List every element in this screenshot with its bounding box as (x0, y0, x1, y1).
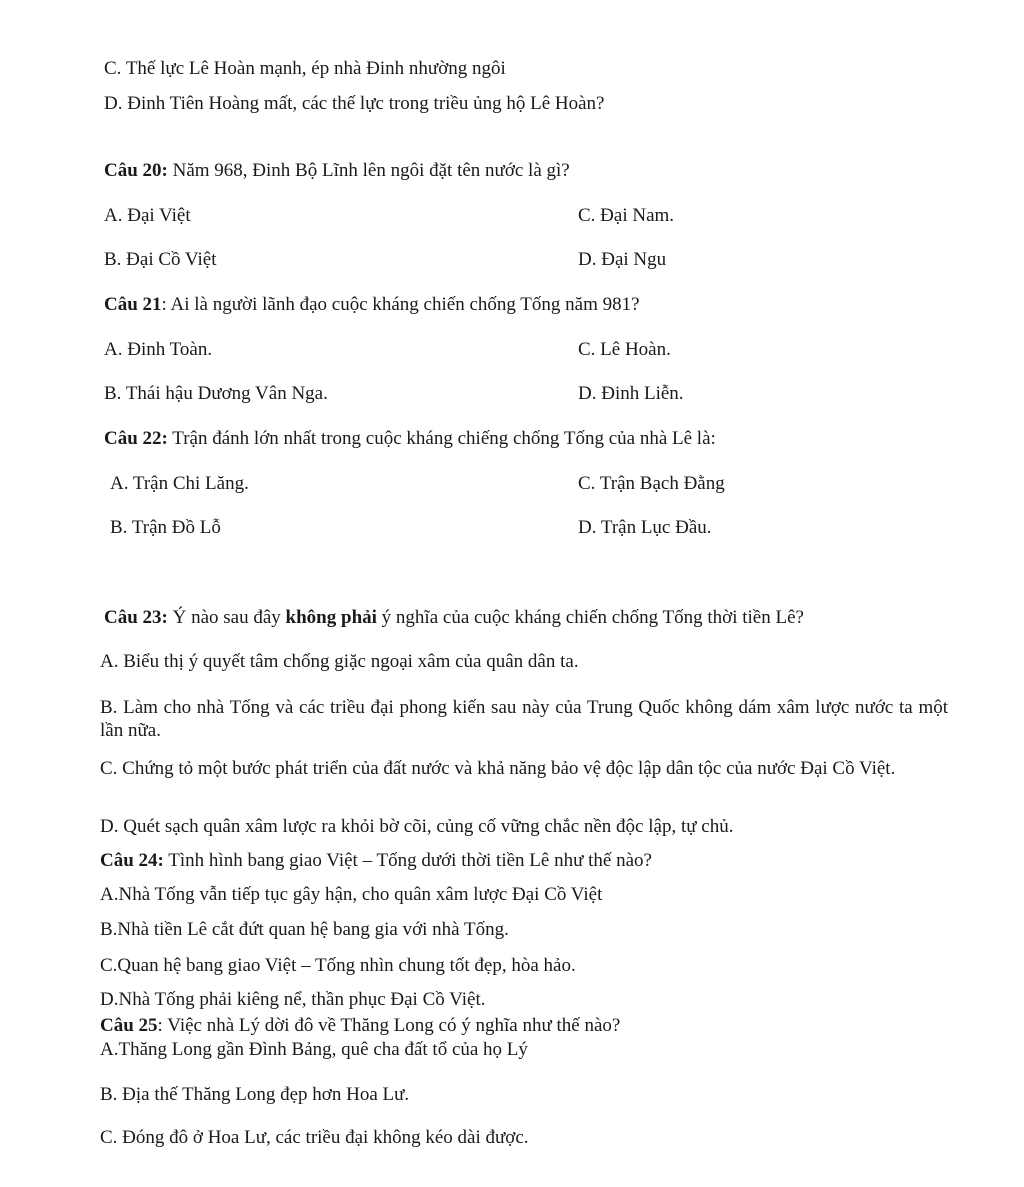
q24-option-a: A.Nhà Tống vẫn tiếp tục gây hận, cho quân xâm lược Đại Cồ Việt (100, 884, 603, 905)
question-22-text: Trận đánh lớn nhất trong cuộc kháng chiếng chống Tống của nhà Lê là: (167, 428, 716, 449)
q20-option-b: B. Đại Cồ Việt (104, 249, 217, 270)
question-22-label: Câu 22: (104, 428, 168, 449)
question-23-emphasis: không phải (285, 607, 377, 628)
q21-option-a: A. Đinh Toàn. (104, 339, 213, 360)
question-20-text: Năm 968, Đinh Bộ Lĩnh lên ngôi đặt tên nước là gì? (167, 160, 570, 181)
q22-option-b: B. Trận Đồ Lỗ (110, 517, 221, 538)
q23-option-c: C. Chứng tỏ một bước phát triển của đất nước và khả năng bảo vệ độc lập dân tộc của nước Đại Cồ Việt. (100, 758, 896, 779)
prev-option-c: C. Thế lực Lê Hoàn mạnh, ép nhà Đinh nhường ngôi (104, 58, 506, 79)
q23-option-b: B. Làm cho nhà Tống và các triều đại phong kiến sau này của Trung Quốc không dám xâm lược nước ta một lần nữa. (100, 697, 948, 741)
question-20 (104, 159, 570, 182)
question-23-text-pre: Ý nào sau đây (167, 607, 286, 628)
q25-option-c: C. Đóng đô ở Hoa Lư, các triều đại không kéo dài được. (100, 1127, 529, 1148)
q22-option-c: C. Trận Bạch Đằng (578, 473, 725, 494)
question-23-text-post: ý nghĩa của cuộc kháng chiến chống Tống thời tiền Lê? (376, 607, 804, 628)
question-21-text: : Ai là người lãnh đạo cuộc kháng chiến chống Tống năm 981? (161, 294, 640, 315)
q25-option-a: A.Thăng Long gần Đình Bảng, quê cha đất tổ của họ Lý (100, 1039, 528, 1060)
question-23-label: Câu 23: (104, 607, 168, 628)
question-23 (104, 606, 804, 629)
q22-option-d: D. Trận Lục Đầu. (578, 517, 712, 538)
q21-option-c: C. Lê Hoàn. (578, 339, 671, 360)
q20-option-c: C. Đại Nam. (578, 205, 675, 226)
q21-option-d: D. Đinh Liễn. (578, 383, 684, 404)
question-21-label: Câu 21 (104, 294, 162, 315)
question-20-label: Câu 20: (104, 160, 168, 181)
q24-option-c: C.Quan hệ bang giao Việt – Tống nhìn chung tốt đẹp, hòa hảo. (100, 955, 576, 976)
prev-option-d: D. Đinh Tiên Hoàng mất, các thế lực trong triều ủng hộ Lê Hoàn? (104, 93, 605, 114)
question-24 (100, 849, 652, 872)
question-24-text: Tình hình bang giao Việt – Tống dưới thời tiền Lê như thế nào? (163, 850, 652, 871)
question-25-text: : Việc nhà Lý dời đô về Thăng Long có ý nghĩa như thế nào? (157, 1015, 621, 1036)
q20-option-d: D. Đại Ngu (578, 249, 667, 270)
q21-option-b: B. Thái hậu Dương Vân Nga. (104, 383, 328, 404)
question-21 (104, 293, 640, 316)
question-24-label: Câu 24: (100, 850, 164, 871)
q20-option-a: A. Đại Việt (104, 205, 191, 226)
q24-option-d: D.Nhà Tống phải kiêng nể, thần phục Đại Cồ Việt. (100, 989, 486, 1010)
q23-option-d: D. Quét sạch quân xâm lược ra khỏi bờ cõi, củng cố vững chắc nền độc lập, tự chủ. (100, 816, 734, 837)
question-25 (100, 1014, 620, 1037)
question-22 (104, 427, 716, 450)
q22-option-a: A. Trận Chi Lăng. (110, 473, 249, 494)
q23-option-a: A. Biểu thị ý quyết tâm chống giặc ngoại xâm của quân dân ta. (100, 651, 579, 672)
question-25-label: Câu 25 (100, 1015, 158, 1036)
q25-option-b: B. Địa thế Thăng Long đẹp hơn Hoa Lư. (100, 1084, 410, 1105)
q24-option-b: B.Nhà tiền Lê cắt đứt quan hệ bang gia với nhà Tống. (100, 919, 509, 940)
